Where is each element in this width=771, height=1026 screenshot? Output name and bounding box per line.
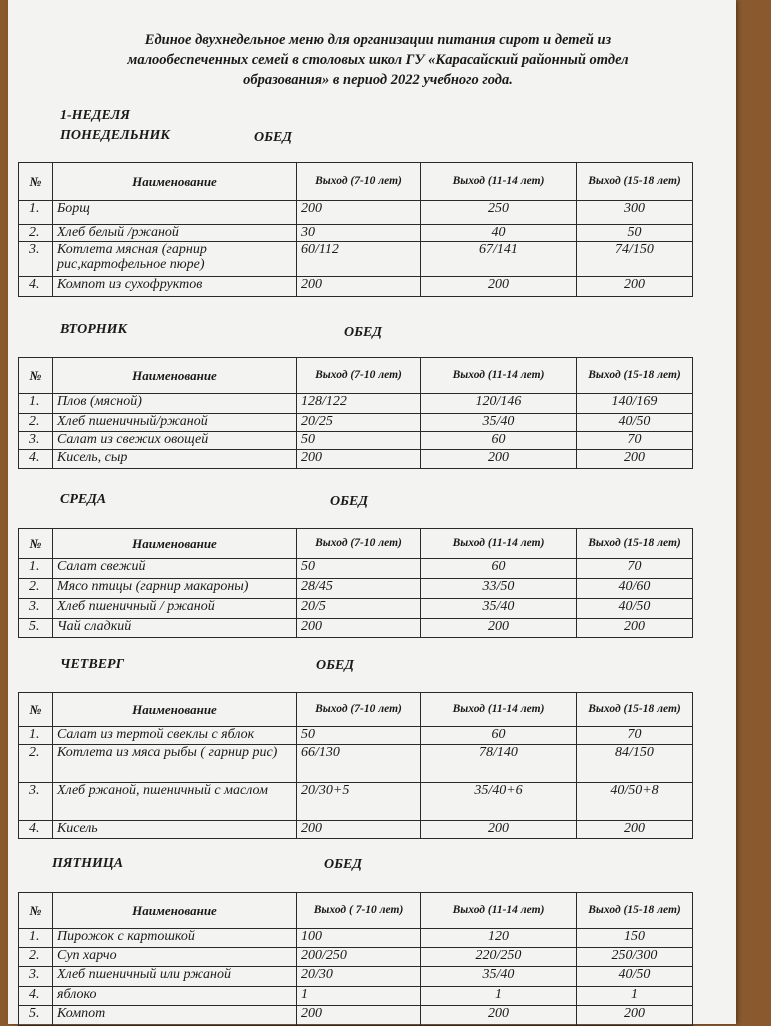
output-15-18: 50 (577, 225, 693, 242)
output-11-14: 200 (421, 1006, 577, 1026)
meal-label-monday: ОБЕД (254, 130, 292, 145)
item-number: 4. (19, 987, 53, 1006)
output-15-18: 200 (577, 619, 693, 638)
item-number: 3. (19, 783, 53, 821)
output-11-14: 220/250 (421, 948, 577, 967)
item-name: Мясо птицы (гарнир макароны) (53, 579, 297, 599)
output-15-18: 40/50 (577, 414, 693, 432)
header-output-7-10: Выход (7-10 лет) (297, 163, 421, 201)
document-page (8, 0, 736, 1024)
output-11-14: 1 (421, 987, 577, 1006)
item-name: Салат из свежих овощей (53, 432, 297, 450)
item-name: Хлеб пшеничный или ржаной (53, 967, 297, 987)
output-11-14: 200 (421, 821, 577, 839)
table-row (19, 599, 693, 619)
item-number: 2. (19, 225, 53, 242)
menu-table-tuesday (18, 357, 693, 469)
output-15-18: 70 (577, 432, 693, 450)
output-15-18: 70 (577, 559, 693, 579)
output-7-10: 28/45 (297, 579, 421, 599)
output-7-10: 200 (297, 619, 421, 638)
header-output-11-14: Выход (11-14 лет) (421, 358, 577, 394)
table-header-row (19, 358, 693, 394)
item-number: 4. (19, 821, 53, 839)
item-number: 1. (19, 727, 53, 745)
item-name: Кисель, сыр (53, 450, 297, 469)
header-output-15-18: Выход (15-18 лет) (577, 358, 693, 394)
table-row (19, 277, 693, 297)
item-name: Компот (53, 1006, 297, 1026)
output-7-10: 200 (297, 277, 421, 297)
table-header-row (19, 529, 693, 559)
table-row (19, 929, 693, 948)
item-name: Салат из тертой свеклы с яблок (53, 727, 297, 745)
day-label-friday: ПЯТНИЦА (52, 856, 124, 871)
day-label-tuesday: ВТОРНИК (60, 322, 128, 337)
header-output-11-14: Выход (11-14 лет) (421, 163, 577, 201)
output-11-14: 67/141 (421, 242, 577, 277)
output-15-18: 200 (577, 450, 693, 469)
item-name: Салат свежий (53, 559, 297, 579)
output-7-10: 66/130 (297, 745, 421, 783)
day-label-wednesday: СРЕДА (60, 492, 107, 507)
item-name: Котлета из мяса рыбы ( гарнир рис) (53, 745, 297, 783)
item-number: 3. (19, 242, 53, 277)
output-7-10: 1 (297, 987, 421, 1006)
item-name: Кисель (53, 821, 297, 839)
output-7-10: 200/250 (297, 948, 421, 967)
output-15-18: 150 (577, 929, 693, 948)
table-row (19, 727, 693, 745)
output-7-10: 20/25 (297, 414, 421, 432)
header-output-7-10: Выход (7-10 лет) (297, 693, 421, 727)
output-11-14: 120/146 (421, 394, 577, 414)
output-7-10: 50 (297, 727, 421, 745)
output-11-14: 60 (421, 727, 577, 745)
header-output-11-14: Выход (11-14 лет) (421, 693, 577, 727)
output-11-14: 35/40 (421, 967, 577, 987)
header-output-7-10: Выход ( 7-10 лет) (297, 893, 421, 929)
output-7-10: 100 (297, 929, 421, 948)
output-7-10: 128/122 (297, 394, 421, 414)
output-7-10: 200 (297, 450, 421, 469)
meal-label-friday: ОБЕД (324, 857, 362, 872)
output-15-18: 74/150 (577, 242, 693, 277)
table-header-row (19, 893, 693, 929)
output-15-18: 250/300 (577, 948, 693, 967)
output-15-18: 40/60 (577, 579, 693, 599)
header-number: № (19, 693, 53, 727)
output-7-10: 20/5 (297, 599, 421, 619)
menu-table-thursday (18, 692, 693, 839)
item-number: 2. (19, 948, 53, 967)
day-label-thursday: ЧЕТВЕРГ (60, 657, 125, 672)
table-header-row (19, 693, 693, 727)
header-output-15-18: Выход (15-18 лет) (577, 529, 693, 559)
item-number: 3. (19, 599, 53, 619)
table-row (19, 242, 693, 277)
output-7-10: 200 (297, 821, 421, 839)
output-15-18: 1 (577, 987, 693, 1006)
output-7-10: 50 (297, 432, 421, 450)
header-name: Наименование (53, 893, 297, 929)
header-name: Наименование (53, 163, 297, 201)
meal-label-tuesday: ОБЕД (344, 325, 382, 340)
meal-label-thursday: ОБЕД (316, 658, 354, 673)
item-number: 2. (19, 579, 53, 599)
item-name: Компот из сухофруктов (53, 277, 297, 297)
item-name: Суп харчо (53, 948, 297, 967)
output-15-18: 40/50+8 (577, 783, 693, 821)
header-number: № (19, 893, 53, 929)
output-11-14: 200 (421, 277, 577, 297)
output-11-14: 250 (421, 201, 577, 225)
output-11-14: 35/40 (421, 414, 577, 432)
table-row (19, 967, 693, 987)
header-output-11-14: Выход (11-14 лет) (421, 529, 577, 559)
output-15-18: 140/169 (577, 394, 693, 414)
output-7-10: 60/112 (297, 242, 421, 277)
meal-label-wednesday: ОБЕД (330, 494, 368, 509)
item-name: Хлеб белый /ржаной (53, 225, 297, 242)
header-name: Наименование (53, 529, 297, 559)
item-number: 4. (19, 277, 53, 297)
item-name: Чай сладкий (53, 619, 297, 638)
output-7-10: 30 (297, 225, 421, 242)
header-output-7-10: Выход (7-10 лет) (297, 358, 421, 394)
item-name: Хлеб ржаной, пшеничный с маслом (53, 783, 297, 821)
header-output-11-14: Выход (11-14 лет) (421, 893, 577, 929)
table-row (19, 201, 693, 225)
table-row (19, 394, 693, 414)
output-15-18: 200 (577, 1006, 693, 1026)
item-number: 1. (19, 559, 53, 579)
item-name: Хлеб пшеничный / ржаной (53, 599, 297, 619)
table-row (19, 821, 693, 839)
output-7-10: 20/30 (297, 967, 421, 987)
output-15-18: 300 (577, 201, 693, 225)
header-name: Наименование (53, 693, 297, 727)
output-15-18: 84/150 (577, 745, 693, 783)
header-number: № (19, 358, 53, 394)
item-number: 1. (19, 394, 53, 414)
output-15-18: 70 (577, 727, 693, 745)
output-11-14: 40 (421, 225, 577, 242)
table-row (19, 432, 693, 450)
item-number: 3. (19, 432, 53, 450)
item-name: Хлеб пшеничный/ржаной (53, 414, 297, 432)
week-label: 1-НЕДЕЛЯ (60, 108, 131, 123)
table-row (19, 783, 693, 821)
header-number: № (19, 163, 53, 201)
day-label-monday: ПОНЕДЕЛЬНИК (60, 128, 170, 143)
table-row (19, 987, 693, 1006)
item-number: 5. (19, 1006, 53, 1026)
output-11-14: 78/140 (421, 745, 577, 783)
output-7-10: 50 (297, 559, 421, 579)
output-11-14: 33/50 (421, 579, 577, 599)
header-name: Наименование (53, 358, 297, 394)
output-7-10: 200 (297, 1006, 421, 1026)
table-row (19, 579, 693, 599)
output-11-14: 200 (421, 619, 577, 638)
output-11-14: 35/40 (421, 599, 577, 619)
item-number: 5. (19, 619, 53, 638)
output-15-18: 40/50 (577, 599, 693, 619)
table-row (19, 1006, 693, 1026)
item-name: Борщ (53, 201, 297, 225)
header-output-7-10: Выход (7-10 лет) (297, 529, 421, 559)
item-number: 4. (19, 450, 53, 469)
output-15-18: 200 (577, 277, 693, 297)
output-15-18: 40/50 (577, 967, 693, 987)
header-output-15-18: Выход (15-18 лет) (577, 893, 693, 929)
header-output-15-18: Выход (15-18 лет) (577, 163, 693, 201)
header-number: № (19, 529, 53, 559)
output-7-10: 20/30+5 (297, 783, 421, 821)
table-row (19, 225, 693, 242)
output-11-14: 120 (421, 929, 577, 948)
output-11-14: 200 (421, 450, 577, 469)
table-row (19, 450, 693, 469)
item-number: 1. (19, 201, 53, 225)
output-11-14: 60 (421, 559, 577, 579)
item-number: 2. (19, 414, 53, 432)
item-number: 2. (19, 745, 53, 783)
table-row (19, 745, 693, 783)
output-11-14: 35/40+6 (421, 783, 577, 821)
document-title: Единое двухнедельное меню для организации питания сирот и детей из малообеспеченных семей в столовых школ ГУ «Карасайский районный отдел образования» в период 2022 учебного года. (127, 32, 629, 88)
table-row (19, 948, 693, 967)
table-row (19, 559, 693, 579)
item-number: 1. (19, 929, 53, 948)
table-header-row (19, 163, 693, 201)
header-output-15-18: Выход (15-18 лет) (577, 693, 693, 727)
table-row (19, 619, 693, 638)
item-name: Котлета мясная (гарнир рис,картофельное пюре) (53, 242, 297, 277)
item-name: Плов (мясной) (53, 394, 297, 414)
item-name: Пирожок с картошкой (53, 929, 297, 948)
output-15-18: 200 (577, 821, 693, 839)
menu-table-monday (18, 162, 693, 297)
menu-table-wednesday (18, 528, 693, 638)
item-name: яблоко (53, 987, 297, 1006)
output-7-10: 200 (297, 201, 421, 225)
menu-table-friday (18, 892, 693, 1026)
table-row (19, 414, 693, 432)
item-number: 3. (19, 967, 53, 987)
output-11-14: 60 (421, 432, 577, 450)
